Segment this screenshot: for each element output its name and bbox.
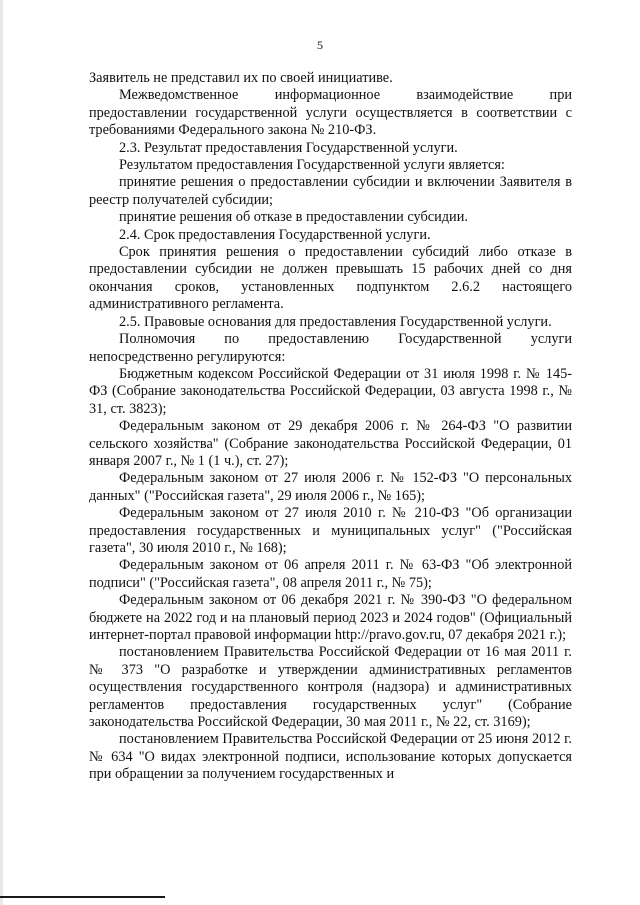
- legal-basis-law-210-fz: Федеральным законом от 27 июля 2010 г. № 210-ФЗ "Об организации предоставления государственных и муниципальных услуг" ("Российская газета", 30 июля 2010 г., № 168);: [89, 505, 572, 556]
- legal-basis-law-264-fz: Федеральным законом от 29 декабря 2006 г. № 264-ФЗ "О развитии сельского хозяйства" (Собрание законодательства Российской Федерации, 01 января 2007 г., № 1 (1 ч.), ст. 27);: [89, 418, 572, 469]
- page-body: [89, 70, 572, 784]
- legal-basis-budget-code: Бюджетным кодексом Российской Федерации от 31 июля 1998 г. № 145-ФЗ (Собрание законодательства Российской Федерации, 03 августа 1998 г., № 31, ст. 3823);: [89, 365, 572, 417]
- page-number: 5: [317, 38, 323, 52]
- legal-basis-resolution-373: постановлением Правительства Российской Федерации от 16 мая 2011 г. № 373 "О разработке и утверждении административных регламентов осуществления государственного контроля (надзора) и административных регламентов предоставления государственных услуг" (Собрание законодательства Российской Федерации, 30 мая 2011 г., № 22, ст. 3169);: [89, 644, 572, 731]
- legal-basis-law-390-fz: Федеральным законом от 06 декабря 2021 г. № 390-ФЗ "О федеральном бюджете на 2022 год и на плановый период 2023 и 2024 годов" (Официальный интернет-портал правовой информации http://pravo.gov.ru, 07 декабря 2021 г.);: [89, 592, 572, 643]
- paragraph-result-intro: Результатом предоставления Государственной услуги является:: [119, 157, 505, 174]
- section-2-3-heading: 2.3. Результат предоставления Государственной услуги.: [119, 139, 458, 156]
- section-2-5-heading: 2.5. Правовые основания для предоставления Государственной услуги.: [119, 313, 552, 330]
- legal-basis-law-63-fz: Федеральным законом от 06 апреля 2011 г. № 63-ФЗ "Об электронной подписи" ("Российская газета", 08 апреля 2011 г., № 75);: [89, 557, 572, 591]
- paragraph-result-refusal-decision: принятие решения об отказе в предоставлении субсидии.: [119, 209, 468, 226]
- paragraph-applicant-initiative: Заявитель не представил их по своей инициативе.: [89, 70, 393, 86]
- paragraph-interagency-interaction: Межведомственное информационное взаимодействие при предоставлении государственной услуги осуществляется в соответствии с требованиями Федерального закона № 210-ФЗ.: [89, 87, 572, 139]
- paragraph-decision-term: Срок принятия решения о предоставлении субсидий либо отказе в предоставлении субсидии не должен превышать 15 рабочих дней со дня окончания сроков, установленных подпунктом 2.6.2 настоящего административного регламента.: [89, 244, 572, 313]
- paragraph-result-grant-decision: принятие решения о предоставлении субсидии и включении Заявителя в реестр получателей субсидии;: [89, 174, 572, 208]
- legal-basis-resolution-634: постановлением Правительства Российской Федерации от 25 июня 2012 г. № 634 "О видах электронной подписи, использование которых допускается при обращении за получением государственных и: [89, 731, 572, 783]
- paragraph-powers-regulated: Полномочия по предоставлению Государственной услуги непосредственно регулируются:: [89, 331, 572, 365]
- section-2-4-heading: 2.4. Срок предоставления Государственной услуги.: [119, 226, 431, 243]
- legal-basis-law-152-fz: Федеральным законом от 27 июля 2006 г. № 152-ФЗ "О персональных данных" ("Российская газета", 29 июля 2006 г., № 165);: [89, 470, 572, 504]
- footer-rule: [0, 896, 165, 898]
- scan-edge: [0, 0, 3, 905]
